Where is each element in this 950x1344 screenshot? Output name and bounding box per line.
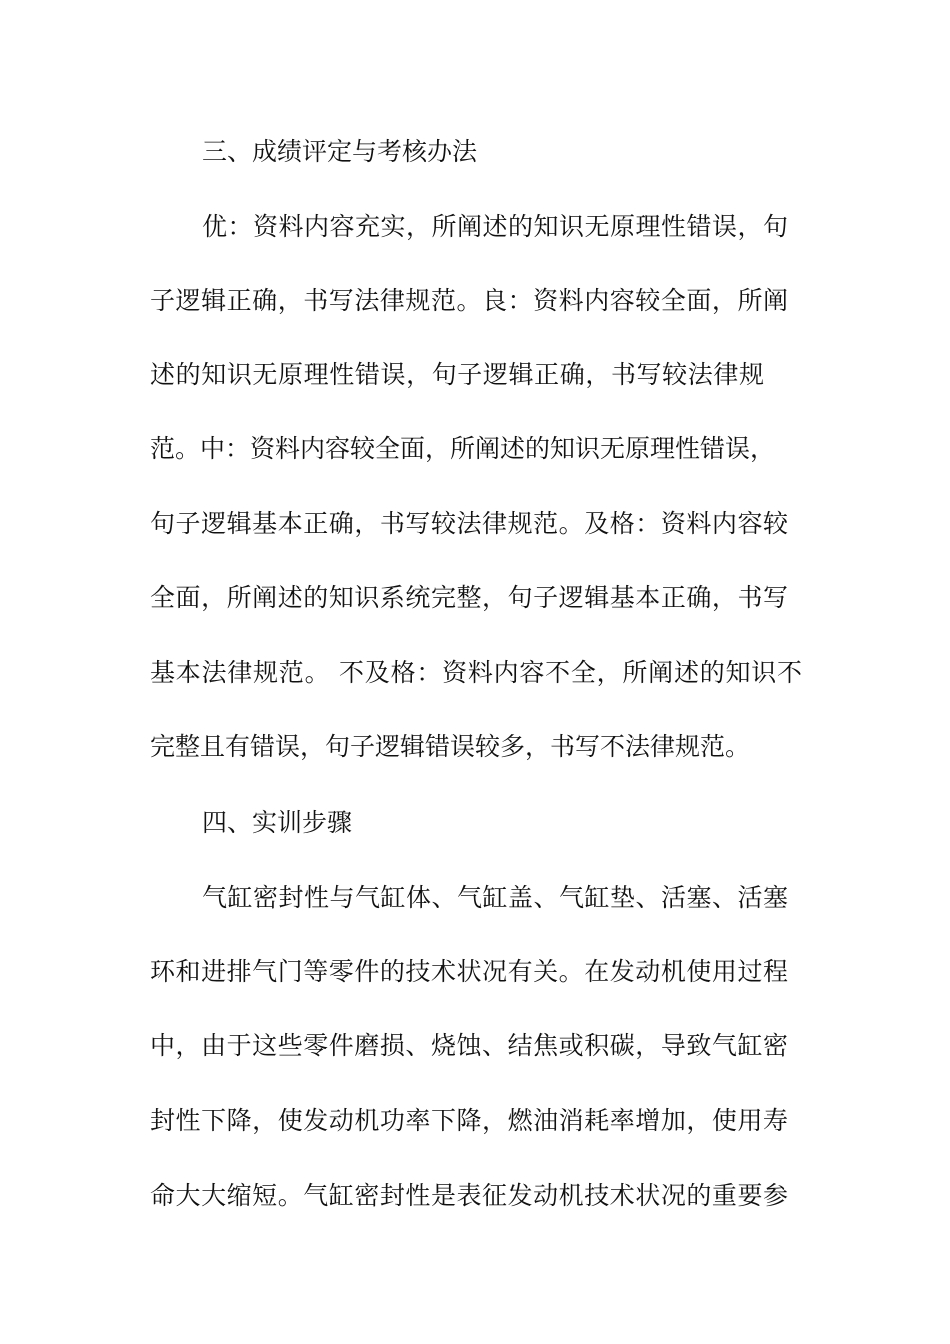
paragraph-line: 优：资料内容充实，所阐述的知识无原理性错误，句 bbox=[202, 212, 788, 241]
paragraph-line: 基本法律规范。 不及格：资料内容不全，所阐述的知识不 bbox=[150, 658, 802, 687]
paragraph-line: 中，由于这些零件磨损、烧蚀、结焦或积碳，导致气缸密 bbox=[150, 1031, 788, 1060]
paragraph-line: 气缸密封性与气缸体、气缸盖、气缸垫、活塞、活塞 bbox=[202, 883, 788, 912]
paragraph-line: 命大大缩短。气缸密封性是表征发动机技术状况的重要参 bbox=[150, 1181, 788, 1210]
section-heading-steps: 四、实训步骤 bbox=[202, 808, 353, 837]
paragraph-line: 句子逻辑基本正确，书写较法律规范。及格：资料内容较 bbox=[150, 509, 788, 538]
paragraph-line: 环和进排气门等零件的技术状况有关。在发动机使用过程 bbox=[150, 957, 788, 986]
paragraph-line: 子逻辑正确，书写法律规范。良：资料内容较全面，所阐 bbox=[150, 286, 788, 315]
paragraph-line: 完整且有错误，句子逻辑错误较多，书写不法律规范。 bbox=[150, 732, 751, 761]
paragraph-line: 全面，所阐述的知识系统完整，句子逻辑基本正确，书写 bbox=[150, 583, 788, 612]
paragraph-line: 述的知识无原理性错误，句子逻辑正确，书写较法律规 bbox=[150, 360, 764, 389]
paragraph-line: 封性下降，使发动机功率下降，燃油消耗率增加，使用寿 bbox=[150, 1106, 788, 1135]
paragraph-line: 范。中：资料内容较全面，所阐述的知识无原理性错误， bbox=[150, 434, 776, 463]
section-heading-grading: 三、成绩评定与考核办法 bbox=[202, 137, 478, 166]
